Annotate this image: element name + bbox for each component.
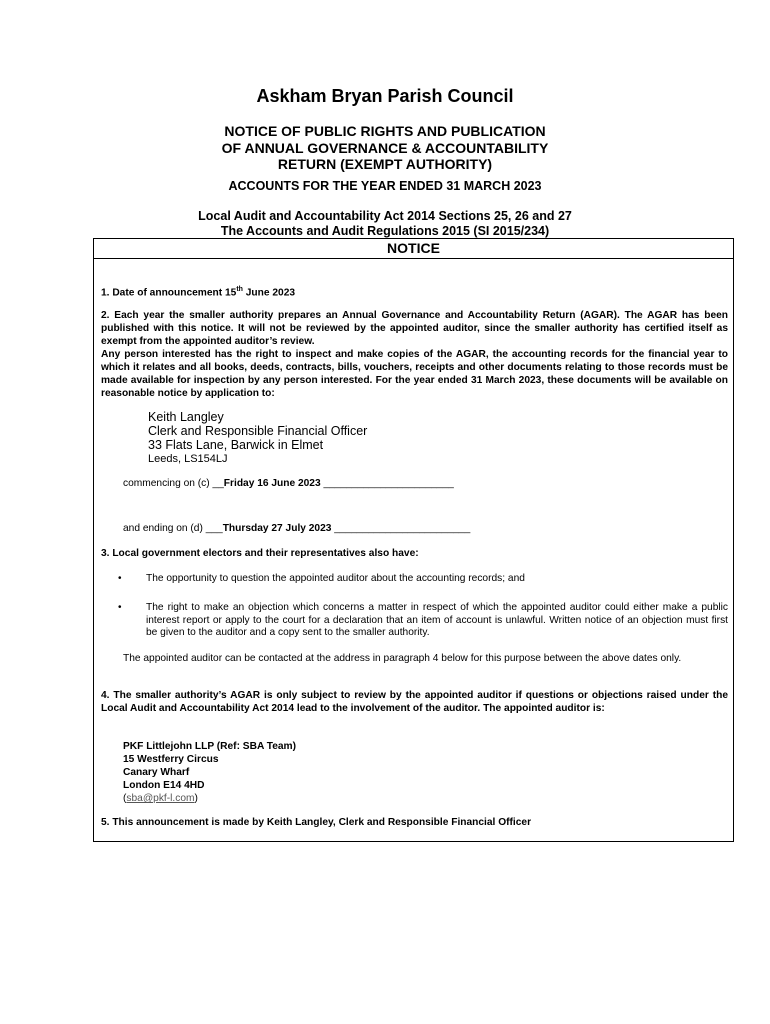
notice-divider [94,258,733,259]
notice-box [93,238,734,842]
accounts-year-line: ACCOUNTS FOR THE YEAR ENDED 31 MARCH 2023 [228,179,542,193]
ending-date [123,522,723,535]
notice-title [0,123,770,173]
ending-value: Thursday 27 July 2023 [222,523,332,534]
agar-paragraph: 2. Each year the smaller authority prepares an Annual Governance and Accountability Return (AGAR). The AGAR has been published with this notice. It will not be reviewed by the appointed auditor, since the smaller authority has certified itself as exempt from the appointed auditor’s review. [101,310,728,347]
auditor-email-link[interactable]: sba@pkf-l.com [126,793,195,804]
announcement-by: 5. This announcement is made by Keith Langley, Clerk and Responsible Financial Officer [101,817,532,828]
notice-title-line: OF ANNUAL GOVERNANCE & ACCOUNTABILITY [221,139,549,156]
auditor-address-line: Canary Wharf [123,767,190,778]
ending-blank: ________________________ [331,523,471,534]
announcement-date-ordinal: th [236,286,243,293]
list-item: The opportunity to question the appointed auditor about the accounting records; and [146,573,525,584]
auditor-email-line [123,792,723,805]
contact-name: Keith Langley [148,410,224,424]
auditor-contact-note: The appointed auditor can be contacted at the address in paragraph 4 below for this purpose between the above dates only. [123,653,682,664]
notice-heading: NOTICE [387,240,440,256]
announcement-date-prefix: 1. Date of announcement 15 [101,287,237,299]
electors-rights-heading: 3. Local government electors and their representatives also have: [101,548,419,559]
email-paren-close: ) [194,793,198,804]
ending-label: and ending on (d) ___ [123,523,223,534]
email-paren-open: ( [123,793,127,804]
auditor-review-paragraph: 4. The smaller authority’s AGAR is only subject to review by the appointed auditor if questions or objections raised under the Local Audit and Accountability Act 2014 lead to the involvement of the auditor. The appointed auditor is: [101,690,728,714]
regulations-line: The Accounts and Audit Regulations 2015 (SI 2015/234) [220,224,550,238]
auditor-address-line: 15 Westferry Circus [123,754,219,765]
announcement-date-suffix: June 2023 [242,287,296,299]
contact-address-line: 33 Flats Lane, Barwick in Elmet [148,438,324,452]
commencing-date [123,477,723,490]
commencing-blank: _______________________ [320,478,454,489]
auditor-address [123,740,723,805]
commencing-value: Friday 16 June 2023 [223,478,321,489]
notice-title-line: RETURN (EXEMPT AUTHORITY) [277,156,493,172]
list-item: The right to make an objection which concerns a matter in respect of which the appointed auditor could either make a public interest report or apply to the court for a declaration that an item of account is unlawful. Written notice of an objection must first be given to the auditor and a copy sent to the smaller authority. [146,602,728,638]
bullet-marker: • [118,573,122,584]
commencing-label: commencing on (c) __ [123,478,224,489]
notice-title-line: NOTICE OF PUBLIC RIGHTS AND PUBLICATION [224,123,546,139]
act-line: Local Audit and Accountability Act 2014 Sections 25, 26 and 27 [198,209,572,223]
legislation-reference [0,209,770,239]
council-name: Askham Bryan Parish Council [256,86,514,106]
contact-address-line: Leeds, LS154LJ [148,453,228,465]
bullet-marker: • [118,602,122,613]
contact-role: Clerk and Responsible Financial Officer [148,424,368,438]
inspection-rights-paragraph: Any person interested has the right to inspect and make copies of the AGAR, the accounting records for the financial year to which it relates and all books, deeds, contracts, bills, vouchers, receipts and other documents relating to those records must be made available for inspection by any person interested. For the year ended 31 March 2023, these documents will be available on reasonable notice by application to: [101,349,728,399]
announcement-date [101,283,728,299]
auditor-address-line: London E14 4HD [123,780,205,791]
contact-address [148,410,708,466]
auditor-name: PKF Littlejohn LLP (Ref: SBA Team) [123,741,296,752]
